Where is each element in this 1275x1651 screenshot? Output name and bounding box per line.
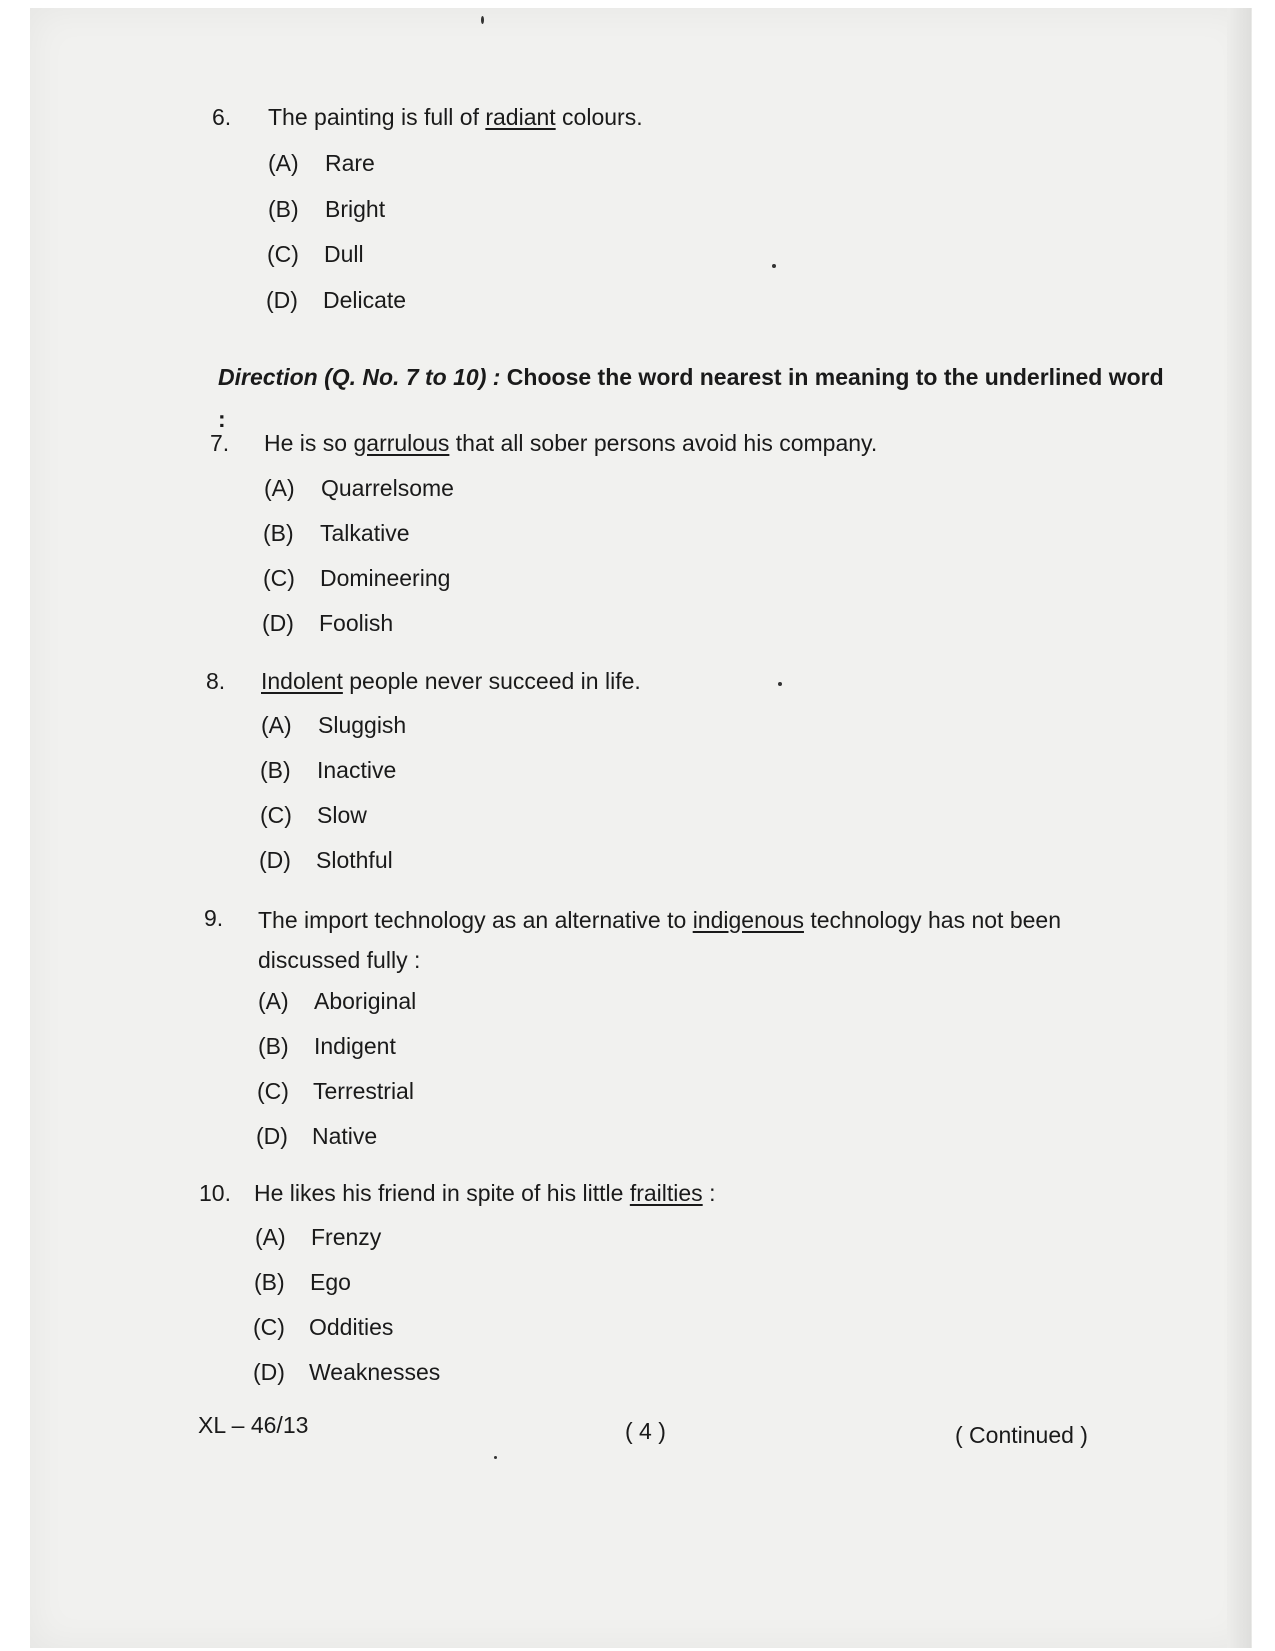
question-text: He is so garrulous that all sober persons avoid his company. — [264, 430, 878, 456]
question-number: 6. — [212, 104, 232, 130]
scan-speck — [481, 16, 484, 24]
scan-speck — [778, 682, 782, 686]
question-text: The painting is full of radiant colours. — [268, 104, 643, 130]
exam-page — [30, 8, 1252, 1648]
question-number: 8. — [206, 668, 226, 694]
page-number: ( 4 ) — [625, 1418, 666, 1444]
underlined-word: indigenous — [692, 907, 804, 933]
continued-label: ( Continued ) — [955, 1422, 1088, 1448]
scan-speck — [772, 264, 776, 268]
underlined-word: garrulous — [353, 430, 450, 456]
question-number: 7. — [210, 430, 230, 456]
scan-speck — [494, 1456, 497, 1459]
direction-instruction: Direction (Q. No. 7 to 10) : Choose the word nearest in meaning to the underlined word : — [218, 364, 1164, 432]
underlined-word: Indolent — [261, 668, 343, 694]
question-number: 9. — [204, 905, 224, 931]
underlined-word: radiant — [485, 104, 556, 130]
page-edge-shadow — [1227, 8, 1251, 1648]
paper-code: XL – 46/13 — [198, 1412, 309, 1438]
question-text: Indolent people never succeed in life. — [261, 668, 641, 694]
question-number: 10. — [199, 1180, 231, 1206]
question-text: The import technology as an alternative to indigenous technology has not been discussed fully : — [258, 907, 1061, 973]
underlined-word: frailties — [629, 1180, 703, 1206]
question-text: He likes his friend in spite of his little frailties : — [254, 1180, 716, 1206]
